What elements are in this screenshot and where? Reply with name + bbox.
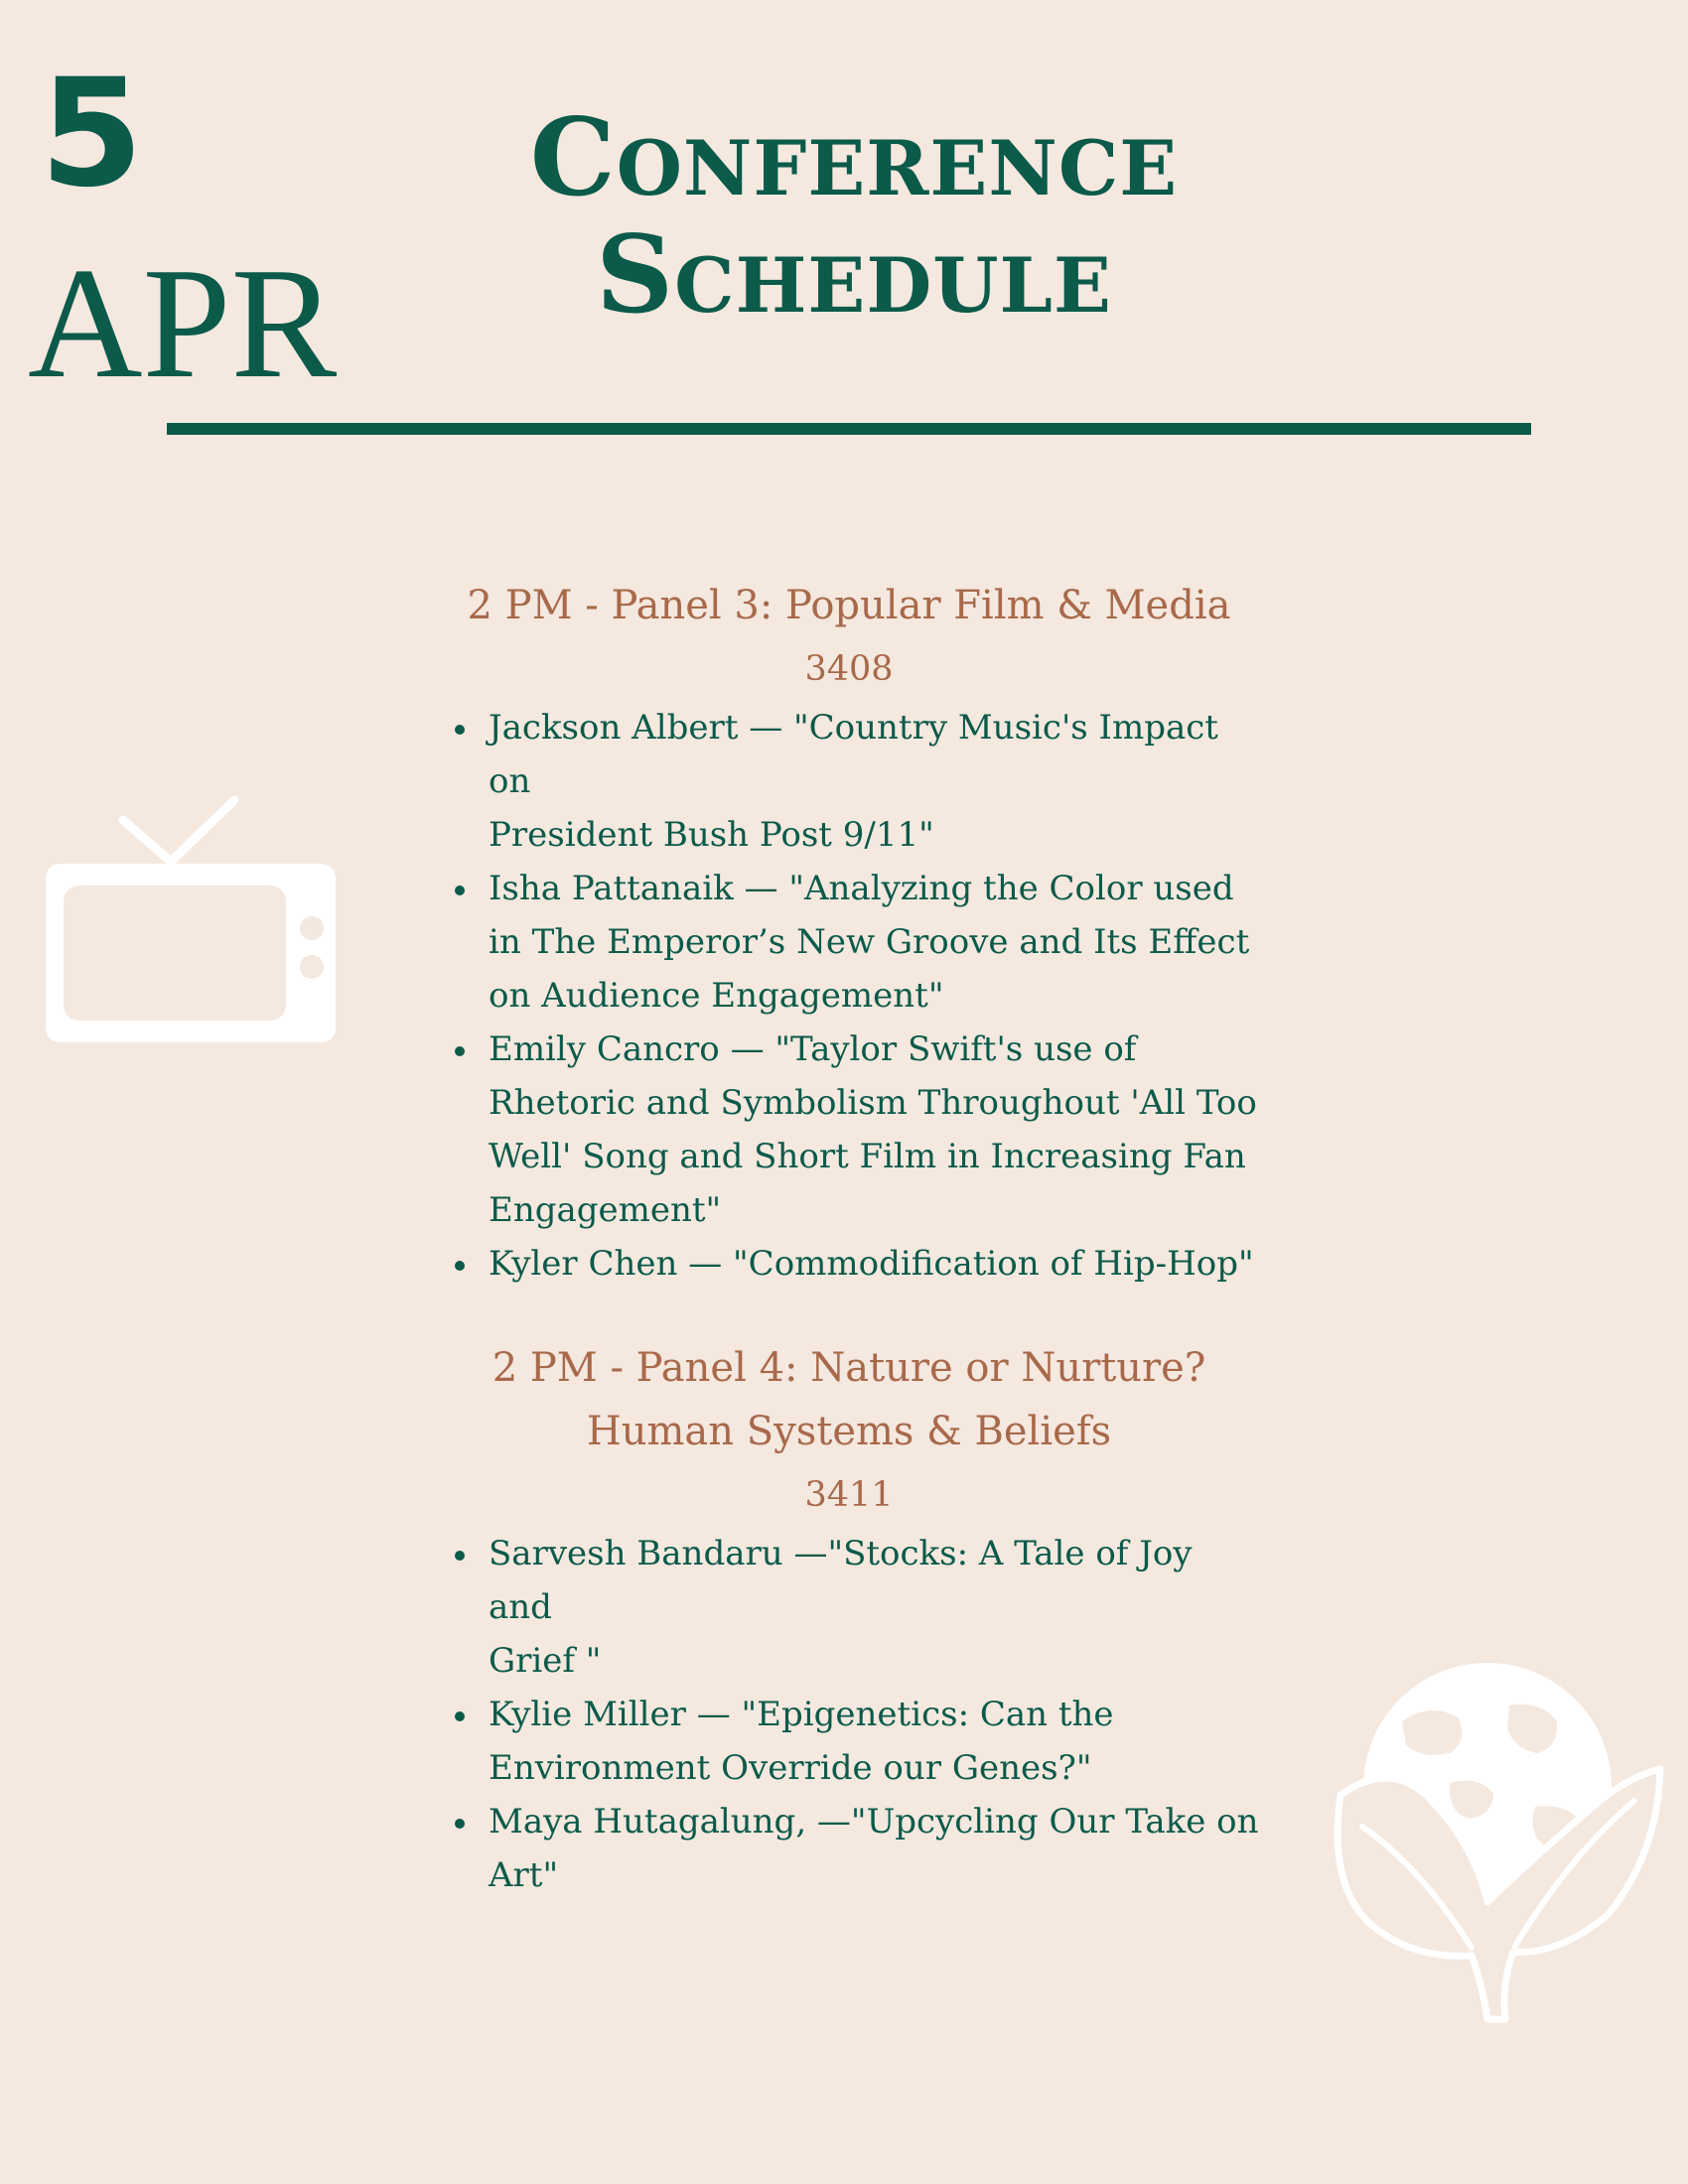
talk-line: Environment Override our Genes?" (489, 1748, 1092, 1788)
list-item (437, 862, 1261, 1023)
talk-list (437, 701, 1261, 1291)
talk-line: Engagement" (489, 1190, 722, 1230)
talk-line: Well' Song and Short Film in Increasing Fan (489, 1137, 1246, 1176)
talk-line: in The Emperor’s New Groove and Its Effect (489, 922, 1250, 962)
list-item (437, 701, 1261, 862)
header-divider (167, 423, 1531, 435)
talk-line: Art" (489, 1855, 559, 1895)
talk-line: on Audience Engagement" (489, 976, 944, 1016)
room-number: 3411 (804, 1475, 894, 1515)
talk-line: Sarvesh Bandaru —"Stocks: A Tale of Joy and (489, 1534, 1193, 1627)
panel-heading-line: Human Systems & Beliefs (586, 1409, 1112, 1454)
title-line-2: Schedule (596, 212, 1112, 338)
panel-spacer (437, 1291, 1261, 1336)
date-month: APR (28, 234, 338, 411)
panel-heading-line: 2 PM - Panel 4: Nature or Nurture? (492, 1345, 1206, 1391)
panel-heading (437, 1336, 1261, 1463)
globe-leaves-icon (1311, 1658, 1668, 2025)
talk-line: Kylie Miller — "Epigenetics: Can the (489, 1695, 1114, 1734)
panel-4 (437, 1336, 1261, 1902)
schedule-content (437, 574, 1261, 1902)
talk-line: Rhetoric and Symbolism Throughout 'All Too (489, 1083, 1257, 1123)
list-item (437, 1527, 1261, 1688)
room-number: 3408 (804, 649, 894, 689)
list-item (437, 1795, 1261, 1902)
panel-3 (437, 574, 1261, 1291)
title-line-1: Conference (529, 95, 1179, 220)
talk-line: Kyler Chen — "Commodification of Hip-Hop" (489, 1244, 1254, 1284)
television-icon (40, 794, 342, 1048)
talk-line: Jackson Albert — "Country Music's Impact on (489, 708, 1218, 801)
panel-heading-line: 2 PM - Panel 3: Popular Film & Media (467, 583, 1231, 628)
date-day: 5 (40, 48, 144, 220)
talk-line: Maya Hutagalung, —"Upcycling Our Take on (489, 1802, 1259, 1842)
talk-line: Isha Pattanaik — "Analyzing the Color used (489, 869, 1234, 908)
list-item (437, 1688, 1261, 1795)
list-item (437, 1023, 1261, 1237)
list-item (437, 1237, 1261, 1291)
page-title (417, 95, 1291, 338)
talk-line: Emily Cancro — "Taylor Swift's use of (489, 1029, 1137, 1069)
talk-list (437, 1527, 1261, 1902)
talk-line: President Bush Post 9/11" (489, 815, 934, 855)
talk-line: Grief " (489, 1641, 602, 1681)
panel-heading (437, 574, 1261, 637)
